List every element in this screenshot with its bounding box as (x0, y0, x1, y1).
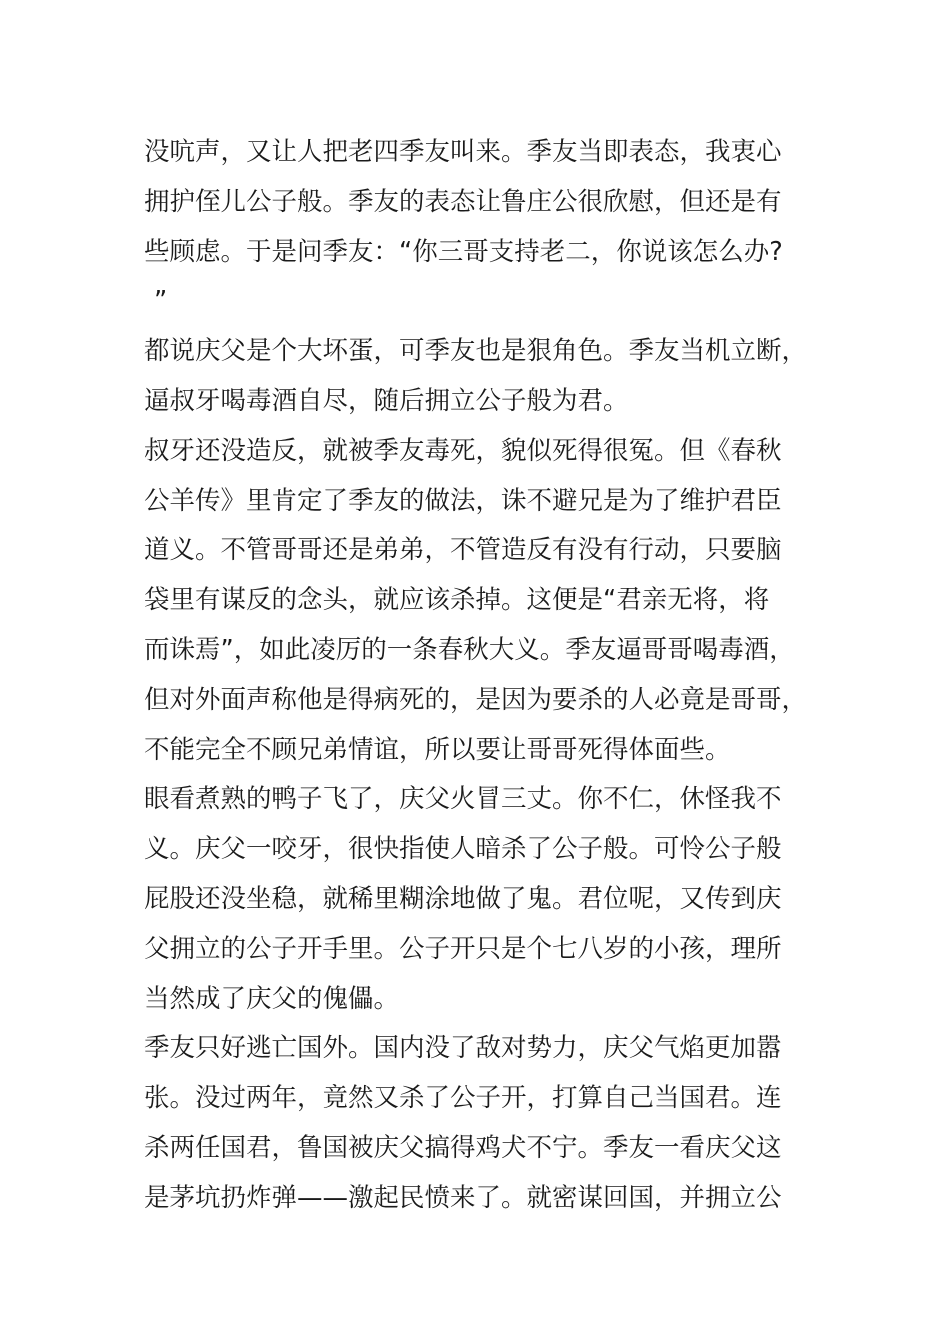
text-line: 拥护侄儿公子般。季友的表态让鲁庄公很欣慰，但还是有 (144, 186, 782, 217)
text-line: 道义。不管哥哥还是弟弟，不管造反有没有行动，只要脑 (144, 535, 782, 566)
text-line: 是茅坑扔炸弹——激起民愤来了。就密谋回国，并拥立公 (144, 1182, 782, 1213)
text-line: 都说庆父是个大坏蛋，可季友也是狠角色。季友当机立断， (144, 336, 808, 367)
text-line: 当然成了庆父的傀儡。 (144, 983, 400, 1014)
text-line: 杀两任国君，鲁国被庆父搞得鸡犬不宁。季友一看庆父这 (144, 1132, 782, 1163)
text-line: 张。没过两年，竟然又杀了公子开，打算自己当国君。连 (144, 1083, 782, 1114)
text-line: 屁股还没坐稳，就稀里糊涂地做了鬼。君位呢，又传到庆 (144, 883, 782, 914)
paragraph (144, 775, 812, 1024)
text-line: 些顾虑。于是问季友：“你三哥支持老二，你说该怎么办? (144, 236, 783, 267)
text-line: 袋里有谋反的念头，就应该杀掉。这便是“君亲无将，将 (144, 585, 770, 616)
paragraph (144, 1024, 812, 1223)
text-line: 但对外面声称他是得病死的，是因为要杀的人必竟是哥哥， (144, 684, 808, 715)
text-line: 而诛焉”，如此凌厉的一条春秋大义。季友逼哥哥喝毒酒， (144, 634, 795, 665)
paragraph (144, 128, 812, 327)
text-line: 义。庆父一咬牙，很快指使人暗杀了公子般。可怜公子般 (144, 834, 782, 865)
text-line: 父拥立的公子开手里。公子开只是个七八岁的小孩，理所 (144, 933, 782, 964)
paragraph (144, 427, 812, 776)
text-line: 逼叔牙喝毒酒自尽，随后拥立公子般为君。 (144, 385, 629, 416)
text-line: 不能完全不顾兄弟情谊，所以要让哥哥死得体面些。 (144, 734, 731, 765)
text-line: ” (154, 286, 168, 317)
text-line: 没吭声，又让人把老四季友叫来。季友当即表态，我衷心 (144, 137, 782, 167)
body-text (144, 128, 812, 1224)
text-line: 公羊传》里肯定了季友的做法，诛不避兄是为了维护君臣 (144, 485, 782, 516)
text-line: 叔牙还没造反，就被季友毒死，貌似死得很冤。但《春秋 (144, 435, 782, 466)
paragraph (144, 327, 812, 427)
text-line: 眼看煮熟的鸭子飞了，庆父火冒三丈。你不仁，休怪我不 (144, 784, 782, 815)
text-line: 季友只好逃亡国外。国内没了敌对势力，庆父气焰更加嚣 (144, 1033, 782, 1064)
